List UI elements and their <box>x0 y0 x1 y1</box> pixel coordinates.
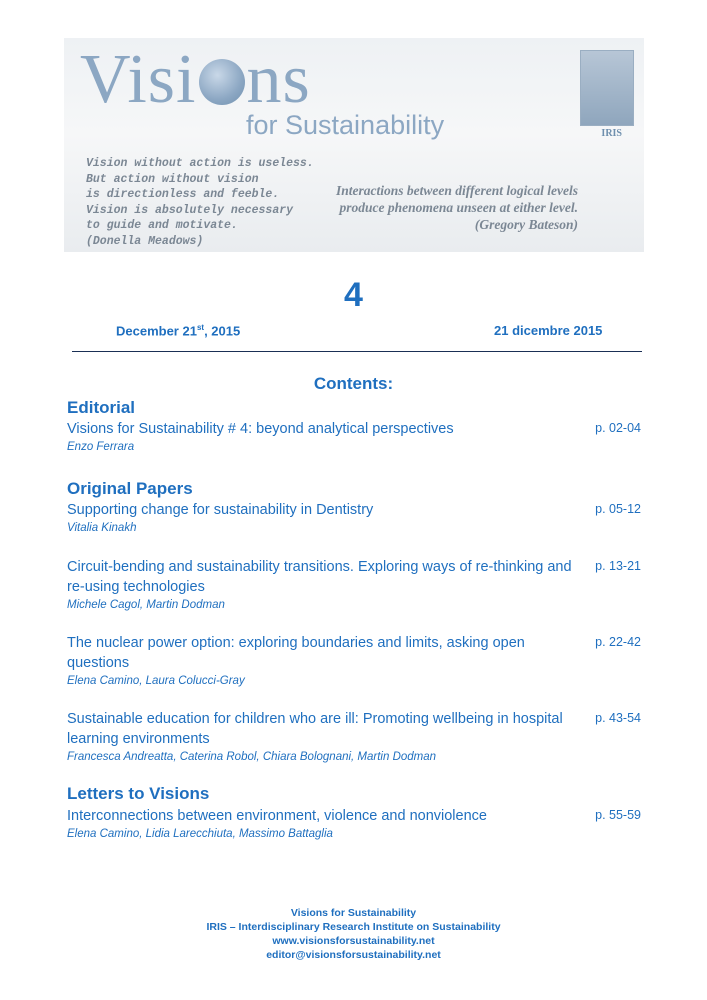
page-footer <box>0 906 707 962</box>
issue-date-italian: 21 dicembre 2015 <box>494 323 603 338</box>
toc-entry[interactable] <box>67 557 643 613</box>
meadows-quote: Vision without action is useless. But action without vision is directionless and feeble. Vision is absolutely necessary to guide and motivate. (Donella Meadows) <box>86 157 314 248</box>
journal-logo-title: Visi ns <box>80 41 311 118</box>
toc-entry-title[interactable]: Visions for Sustainability # 4: beyond analytical perspectives <box>67 421 454 437</box>
toc-entry-authors: Michele Cagol, Martin Dodman <box>67 599 225 611</box>
toc-entry-title[interactable]: Interconnections between environment, violence and nonviolence <box>67 808 487 824</box>
toc-entry-title[interactable]: The nuclear power option: exploring boundaries and limits, asking open questions <box>67 635 525 671</box>
toc-entry-authors: Enzo Ferrara <box>67 441 135 453</box>
toc-entry-authors: Francesca Andreatta, Caterina Robol, Chiara Bolognani, Martin Dodman <box>67 751 437 763</box>
toc-entry-title[interactable]: Sustainable education for children who are ill: Promoting wellbeing in hospital learning environments <box>67 711 563 747</box>
toc-entry[interactable] <box>67 500 643 536</box>
toc-entry[interactable] <box>67 806 643 842</box>
footer-institute-name: IRIS – Interdisciplinary Research Institute on Sustainability <box>206 921 501 933</box>
toc-entry[interactable] <box>67 419 643 455</box>
toc-entry[interactable] <box>67 633 643 689</box>
toc-entry-title[interactable]: Supporting change for sustainability in Dentistry <box>67 502 374 518</box>
contents-heading: Contents: <box>313 374 394 393</box>
toc-entry-pages: p. 02-04 <box>595 421 641 435</box>
toc-entry-title[interactable]: Circuit-bending and sustainability transitions. Exploring ways of re-thinking and re-using technologies <box>67 559 572 595</box>
toc-entry-authors: Vitalia Kinakh <box>67 522 137 534</box>
section-title-original-papers: Original Papers <box>67 479 193 498</box>
toc-entry-pages: p. 05-12 <box>595 502 641 516</box>
section-title-letters: Letters to Visions <box>67 784 210 803</box>
header-divider <box>72 351 642 352</box>
globe-icon <box>199 59 245 105</box>
bateson-quote: Interactions between different logical levels produce phenomena unseen at either level. (Gregory Bateson) <box>336 183 578 232</box>
toc-entry-authors: Elena Camino, Lidia Larecchiuta, Massimo Battaglia <box>67 828 333 840</box>
section-title-editorial: Editorial <box>67 398 136 417</box>
footer-email-link[interactable]: editor@visionsforsustainability.net <box>266 949 441 961</box>
toc-entry-authors: Elena Camino, Laura Colucci-Gray <box>67 675 245 687</box>
toc-entry-pages: p. 22-42 <box>595 635 641 649</box>
footer-journal-name: Visions for Sustainability <box>290 907 417 919</box>
journal-banner <box>64 38 644 252</box>
footer-website-link[interactable]: www.visionsforsustainability.net <box>272 935 435 947</box>
issue-date-english: December 21st, 2015 <box>116 323 241 339</box>
issue-number: 4 <box>344 276 363 314</box>
toc-entry-pages: p. 55-59 <box>595 808 641 822</box>
toc-entry-pages: p. 43-54 <box>595 711 641 725</box>
toc-entry-pages: p. 13-21 <box>595 559 641 573</box>
journal-logo-subtitle: for Sustainability <box>246 110 445 140</box>
iris-logo-image <box>580 50 634 126</box>
iris-logo-label: IRIS <box>601 128 622 139</box>
toc-entry[interactable] <box>67 709 643 765</box>
